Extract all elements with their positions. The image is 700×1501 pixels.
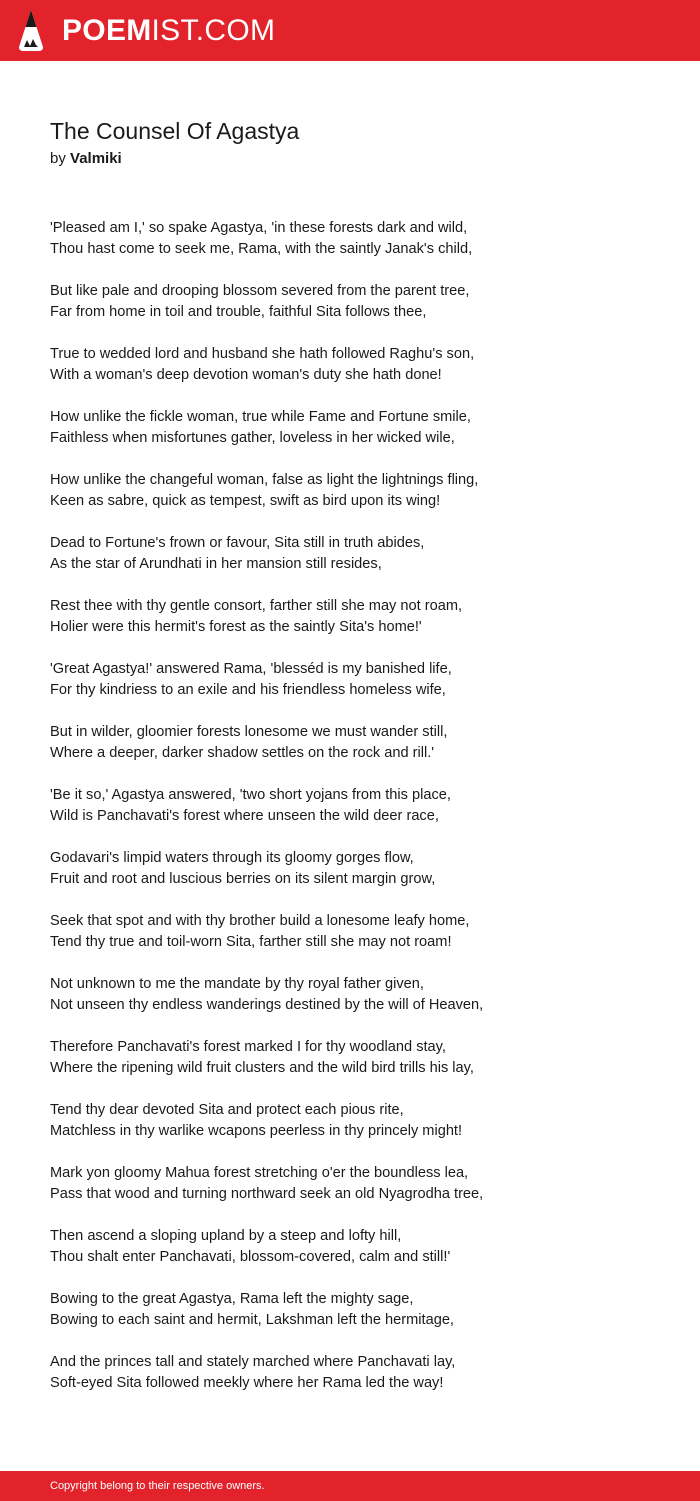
poem-line: Thou shalt enter Panchavati, blossom-covered, calm and still!': [50, 1249, 451, 1265]
poem-line: Then ascend a sloping upland by a steep and lofty hill,: [50, 1228, 402, 1244]
poem-byline: [50, 148, 122, 170]
poem-line: Where a deeper, darker shadow settles on the rock and rill.': [50, 745, 435, 761]
poem-line: But like pale and drooping blossom severed from the parent tree,: [50, 283, 470, 299]
poem-stanza: [50, 911, 670, 953]
poem-stanza: [50, 1289, 670, 1331]
poem-line: Dead to Fortune's frown or favour, Sita still in truth abides,: [50, 535, 425, 551]
byline-prefix: by: [50, 150, 66, 167]
logo-bold-text: POEM: [62, 14, 152, 47]
poem-stanza: [50, 722, 670, 764]
pencil-tip-icon: [18, 9, 44, 52]
poem-stanza: [50, 659, 670, 701]
site-footer: [0, 1471, 700, 1501]
poem-line: Godavari's limpid waters through its gloomy gorges flow,: [50, 850, 414, 866]
poem-line: Far from home in toil and trouble, faithful Sita follows thee,: [50, 304, 427, 320]
poem-stanza: [50, 1163, 670, 1205]
poem-stanza: [50, 344, 670, 386]
poem-line: Tend thy true and toil-worn Sita, farther still she may not roam!: [50, 934, 452, 950]
poem-line: Not unseen thy endless wanderings destined by the will of Heaven,: [50, 997, 484, 1013]
poem-line: Mark yon gloomy Mahua forest stretching o'er the boundless lea,: [50, 1165, 469, 1181]
poem-body: [50, 218, 670, 1415]
poem-line: Tend thy dear devoted Sita and protect each pious rite,: [50, 1102, 404, 1118]
poem-line: Faithless when misfortunes gather, loveless in her wicked wile,: [50, 430, 455, 446]
poem-line: Seek that spot and with thy brother build a lonesome leafy home,: [50, 913, 470, 929]
poem-line: How unlike the fickle woman, true while Fame and Fortune smile,: [50, 409, 471, 425]
poem-line: As the star of Arundhati in her mansion still resides,: [50, 556, 382, 572]
poem-line: Fruit and root and luscious berries on its silent margin grow,: [50, 871, 436, 887]
poem-line: True to wedded lord and husband she hath followed Raghu's son,: [50, 346, 475, 362]
poem-line: For thy kindriess to an exile and his friendless homeless wife,: [50, 682, 446, 698]
poem-stanza: [50, 1226, 670, 1268]
poem-line: But in wilder, gloomier forests lonesome we must wander still,: [50, 724, 448, 740]
poem-line: Bowing to each saint and hermit, Lakshman left the hermitage,: [50, 1312, 454, 1328]
poem-title: The Counsel Of Agastya: [50, 118, 300, 144]
poem-line: Where the ripening wild fruit clusters and the wild bird trills his lay,: [50, 1060, 474, 1076]
poem-line: 'Great Agastya!' answered Rama, 'blesséd is my banished life,: [50, 661, 452, 677]
poem-stanza: [50, 218, 670, 260]
poem-line: How unlike the changeful woman, false as light the lightnings fling,: [50, 472, 479, 488]
poem-line: Rest thee with thy gentle consort, farther still she may not roam,: [50, 598, 463, 614]
poem-stanza: [50, 596, 670, 638]
poem-stanza: [50, 1037, 670, 1079]
poem-line: Matchless in thy warlike wcapons peerless in thy princely might!: [50, 1123, 463, 1139]
poem-stanza: [50, 407, 670, 449]
poem-line: Bowing to the great Agastya, Rama left the mighty sage,: [50, 1291, 414, 1307]
poem-line: Soft-eyed Sita followed meekly where her Rama led the way!: [50, 1375, 444, 1391]
poem-author: Valmiki: [70, 150, 122, 167]
copyright-notice: Copyright belong to their respective owners.: [50, 1480, 265, 1492]
poem-stanza: [50, 974, 670, 1016]
site-logo[interactable]: [62, 12, 275, 50]
poem-stanza: [50, 785, 670, 827]
poem-line: Keen as sabre, quick as tempest, swift as bird upon its wing!: [50, 493, 441, 509]
poem-stanza: [50, 848, 670, 890]
poem-line: 'Be it so,' Agastya answered, 'two short yojans from this place,: [50, 787, 451, 803]
site-header: [0, 0, 700, 61]
poem-stanza: [50, 533, 670, 575]
poem-line: And the princes tall and stately marched where Panchavati lay,: [50, 1354, 456, 1370]
poem-line: Wild is Panchavati's forest where unseen the wild deer race,: [50, 808, 439, 824]
poem-line: Holier were this hermit's forest as the saintly Sita's home!': [50, 619, 422, 635]
poem-line: Pass that wood and turning northward seek an old Nyagrodha tree,: [50, 1186, 484, 1202]
poem-line: Not unknown to me the mandate by thy royal father given,: [50, 976, 424, 992]
logo-light-text: IST.COM: [151, 14, 276, 47]
poem-stanza: [50, 470, 670, 512]
poem-line: With a woman's deep devotion woman's duty she hath done!: [50, 367, 442, 383]
poem-line: Thou hast come to seek me, Rama, with the saintly Janak's child,: [50, 241, 473, 257]
poem-line: 'Pleased am I,' so spake Agastya, 'in these forests dark and wild,: [50, 220, 468, 236]
poem-stanza: [50, 1100, 670, 1142]
poem-line: Therefore Panchavati's forest marked I for thy woodland stay,: [50, 1039, 446, 1055]
poem-stanza: [50, 281, 670, 323]
poem-stanza: [50, 1352, 670, 1394]
